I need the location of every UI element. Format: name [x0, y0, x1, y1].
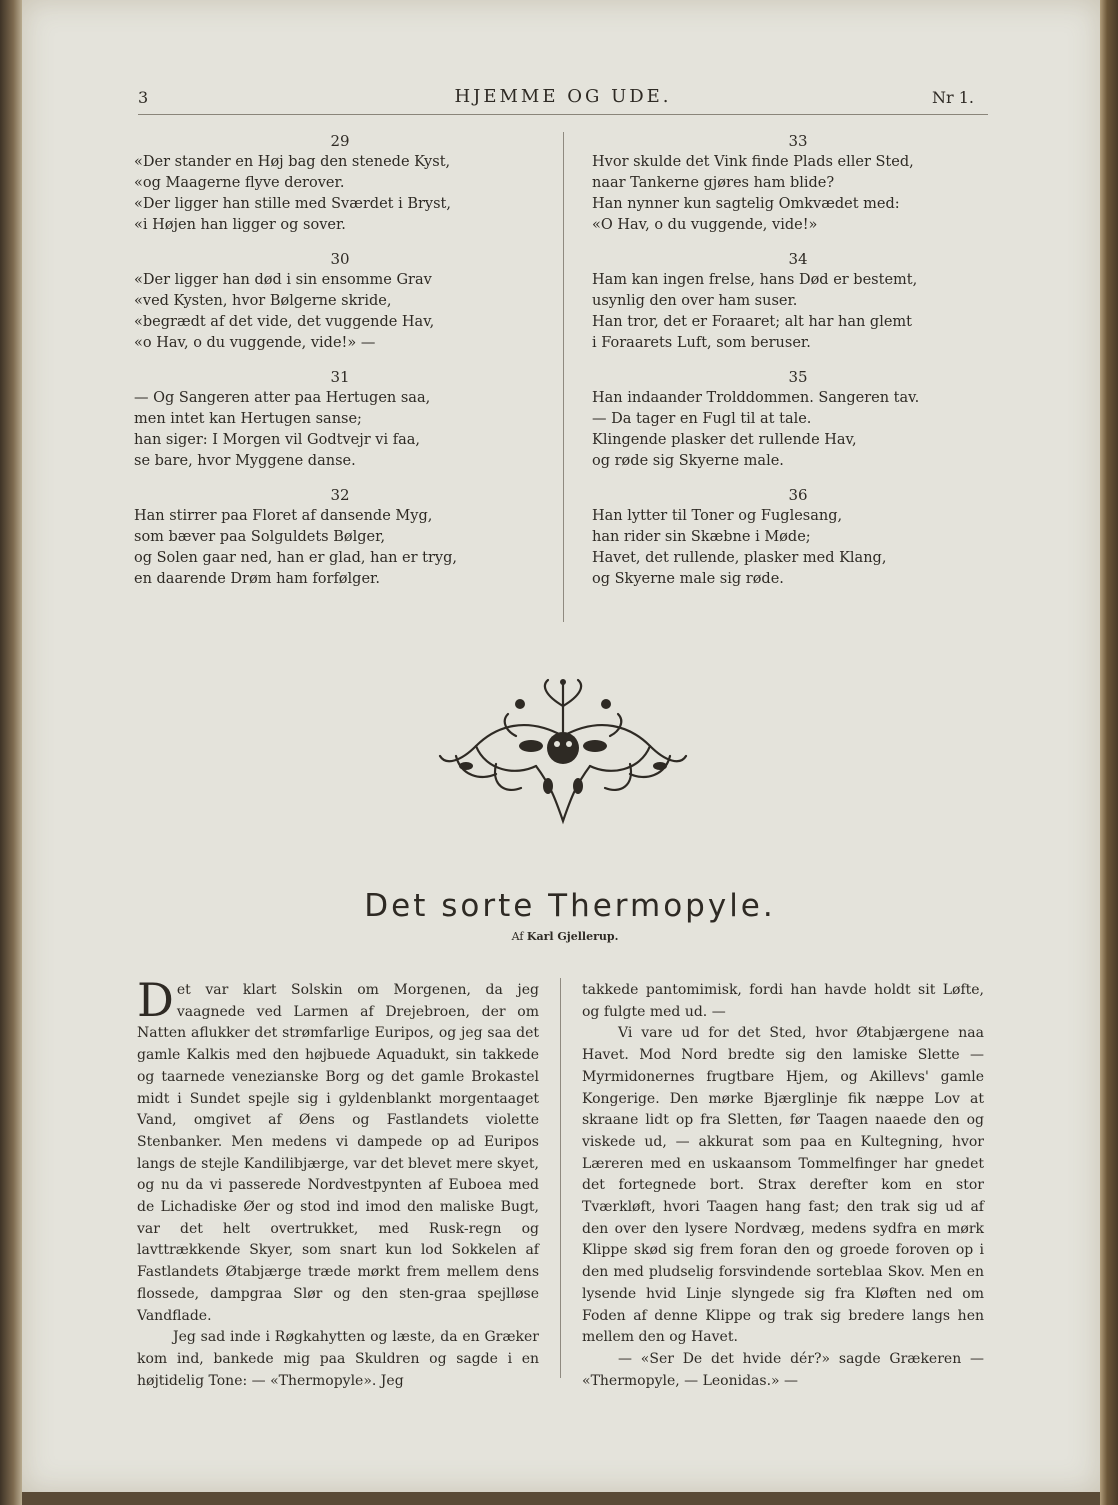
verse-line: «Der ligger han stille med Sværdet i Bryst, — [134, 196, 451, 212]
stanza — [578, 366, 978, 472]
stanza-number: 33 — [788, 132, 808, 150]
article-title: Det sorte Thermopyle. — [364, 888, 776, 924]
verse-line: Klingende plasker det rullende Hav, — [592, 432, 857, 448]
paragraph — [137, 973, 539, 1327]
paragraph: Vi vare ud for det Sted, hvor Øtabjærgene naa Havet. Mod Nord bredte sig den lamiske Slette — Myrmidonernes frugtbare Hjem, og Akillevs' gamle Kongerige. Den mørke Bjærglinje fik næppe Lov at skraane lidt op fra Sletten, før Taagen naaede den og viskede ud, — akkurat som paa en Kultegning, hvor Læreren med en uskaansom Tommelfinger har gnedet det fortegnede bort. Strax derefter kom en stor Tværkløft, hvori Taagen hang fast; den trak sig ud af den over den lysere Nordvæg, medens sydfra en mørk Klippe skød sig frem foran den og groede foroven op i den med pludselig forsvindende sorteblaa Skov. Men en lysende hvid Linje slyngede sig fra Kløften ned om Foden af denne Klippe og trak sig bredere langs hen mellem den og Havet. — [582, 1025, 984, 1346]
verse-line: Han tror, det er Foraaret; alt har han glemt — [592, 314, 913, 330]
book-edge — [1100, 0, 1118, 1505]
verse-line: og røde sig Skyerne male. — [592, 453, 784, 469]
verse-line: Ham kan ingen frelse, hans Død er bestemt, — [592, 272, 918, 288]
poem-column-left — [120, 130, 520, 602]
paragraph: — «Ser De det hvide dér?» sagde Grækeren — «Thermopyle, — Leonidas.» — — [582, 1350, 984, 1389]
verse-line: «Der ligger han død i sin ensomme Grav — [134, 272, 432, 288]
stanza — [578, 130, 978, 236]
verse-line: naar Tankerne gjøres ham blide? — [592, 175, 835, 191]
journal-title: HJEMME OG UDE. — [454, 86, 672, 107]
verse-line: Han stirrer paa Floret af dansende Myg, — [134, 508, 433, 524]
verse-line: han siger: I Morgen vil Godtvejr vi faa, — [134, 432, 420, 448]
author-name: Karl Gjellerup. — [526, 930, 619, 943]
verse-line: en daarende Drøm ham forfølger. — [134, 571, 380, 587]
byline — [460, 930, 670, 943]
verse-line: Han lytter til Toner og Fuglesang, — [592, 508, 843, 524]
stanza-number: 31 — [330, 368, 350, 386]
stanza-number: 34 — [788, 250, 808, 268]
verse-line: usynlig den over ham suser. — [592, 293, 798, 309]
stanza — [120, 484, 520, 590]
verse-line: i Foraarets Luft, som beruser. — [592, 335, 811, 351]
verse-line: «O Hav, o du vuggende, vide!» — [592, 217, 818, 233]
stanza-number: 30 — [330, 250, 350, 268]
column-divider — [560, 978, 561, 1378]
verse-line: han rider sin Skæbne i Møde; — [592, 529, 811, 545]
stanza — [120, 130, 520, 236]
page-number: 3 — [138, 88, 149, 107]
verse-line: «o Hav, o du vuggende, vide!» — — [134, 335, 376, 351]
verse-line: men intet kan Hertugen sanse; — [134, 411, 362, 427]
stanza — [578, 248, 978, 354]
verse-line: Havet, det rullende, plasker med Klang, — [592, 550, 887, 566]
stanza — [578, 484, 978, 590]
issue-number: Nr 1. — [932, 88, 974, 107]
stanza — [120, 366, 520, 472]
paragraph-text: et var klart Solskin om Morgenen, da jeg vaagnede ved Larmen af Drejebroen, der om Natten aflukker det strømfarlige Euripos, og jeg saa det gamle Kalkis med den højbuede Aquadukt, sin takkede og taarnede venezianske Borg og det gamle Brokastel midt i Sundet spejle sig i gyldenblankt morgentaaget Vand, omgivet af Øens og Fastlandets violette Stenbanker. Men medens vi dampede op ad Euripos langs de stejle Kandilibjærge, var det blevet mere skyet, og nu da vi passerede Nordvestpynten af Euboea med de Lichadiske Øer og stod ind imod den maliske Bugt, var det helt overtrukket, med Rusk-regn og lavttrækkende Skyer, som snart kun lod Sokkelen af Fastlandets Øtabjærge træde mørkt frem mellem dens flossede, dampgraa Slør og den sten-graa spejlløse Vandflade. — [137, 982, 539, 1324]
stanza-number: 36 — [788, 486, 808, 504]
verse-line: «i Højen han ligger og sover. — [134, 217, 346, 233]
verse-line: som bæver paa Solguldets Bølger, — [134, 529, 386, 545]
verse-line: «begrædt af det vide, det vuggende Hav, — [134, 314, 435, 330]
article-column-right — [582, 980, 984, 1392]
poem-column-right — [578, 130, 978, 602]
verse-line: Han indaander Trolddommen. Sangeren tav. — [592, 390, 920, 406]
verse-line: og Skyerne male sig røde. — [592, 571, 784, 587]
verse-line: Hvor skulde det Vink finde Plads eller Sted, — [592, 154, 914, 170]
paragraph: Jeg sad inde i Røgkahytten og læste, da en Græker kom ind, bankede mig paa Skuldren og sagde i en højtidelig Tone: — «Thermopyle». Jeg — [137, 1329, 539, 1389]
verse-line: «og Maagerne flyve derover. — [134, 175, 345, 191]
verse-line: — Da tager en Fugl til at tale. — [592, 411, 812, 427]
verse-line: og Solen gaar ned, han er glad, han er tryg, — [134, 550, 457, 566]
article-column-left — [137, 973, 539, 1392]
stanza-number: 29 — [330, 132, 350, 150]
stanza — [120, 248, 520, 354]
stanza-number: 32 — [330, 486, 350, 504]
paragraph: takkede pantomimisk, fordi han havde holdt sit Løfte, og fulgte med ud. — — [582, 982, 984, 1020]
byline-prefix: Af — [511, 930, 524, 943]
verse-line: «Der stander en Høj bag den stenede Kyst, — [134, 154, 451, 170]
stanza-number: 35 — [788, 368, 808, 386]
verse-line: Han nynner kun sagtelig Omkvædet med: — [592, 196, 900, 212]
verse-line: se bare, hvor Myggene danse. — [134, 453, 356, 469]
floral-vignette-icon — [436, 676, 690, 826]
running-header — [138, 84, 988, 115]
verse-line: — Og Sangeren atter paa Hertugen saa, — [134, 390, 431, 406]
drop-cap: D — [137, 973, 174, 1027]
book-binding — [0, 0, 22, 1505]
column-divider — [563, 132, 564, 622]
verse-line: «ved Kysten, hvor Bølgerne skride, — [134, 293, 392, 309]
